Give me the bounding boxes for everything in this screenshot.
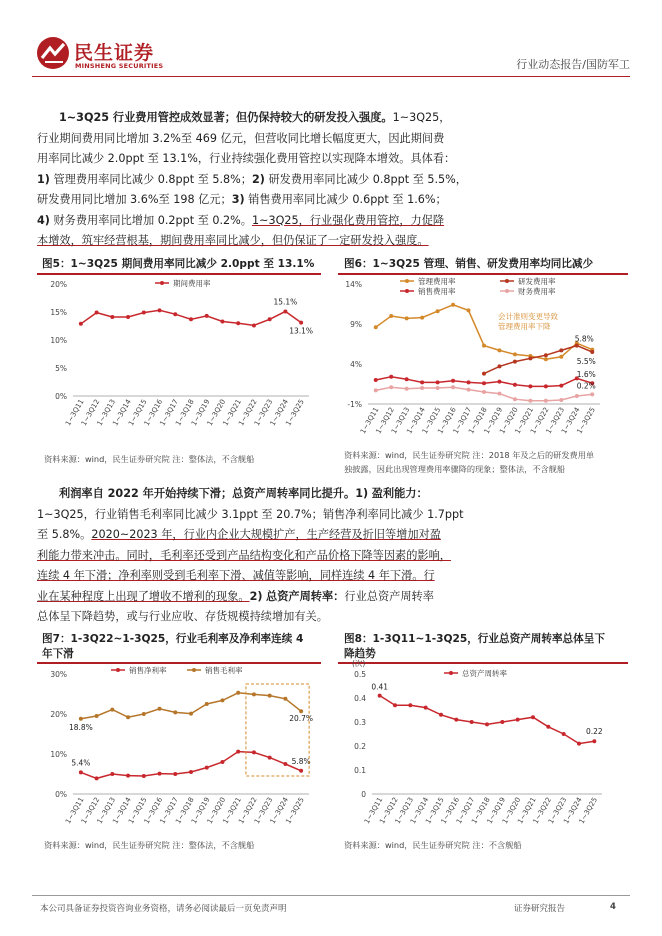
x-tick-label: 1~3Q23 [546, 796, 569, 826]
x-tick-label: 1~3Q11 [358, 406, 381, 436]
legend-marker [192, 668, 196, 672]
x-tick-label: 1~3Q13 [393, 796, 416, 826]
text-run: 研发费用同比增加 3.6%至 198 亿元； [37, 193, 232, 206]
x-tick-label: 1~3Q17 [158, 398, 180, 428]
data-point [424, 706, 428, 710]
y-tick-label: 9% [350, 320, 362, 329]
data-point [577, 742, 581, 746]
data-point [467, 388, 471, 392]
x-tick-label: 1~3Q13 [95, 796, 118, 826]
data-point [95, 311, 99, 315]
text-run: 研发费用率同比减少 0.8ppt 至 5.5%， [264, 172, 467, 186]
fig5-rule [37, 273, 321, 275]
data-label: 5.8% [574, 334, 594, 344]
data-point [482, 381, 486, 385]
data-point [470, 720, 474, 724]
data-point [420, 386, 424, 390]
data-point [531, 715, 535, 719]
legend-label: 销售净利率 [129, 666, 167, 675]
x-tick-label: 1~3Q13 [389, 406, 412, 436]
data-point [79, 717, 83, 721]
text-run: 1~3Q25，行业强化费用管控，力促降 [252, 213, 445, 227]
paragraph-line [37, 566, 627, 587]
data-point [110, 772, 114, 776]
text-run: 总体呈下降趋势，或与行业应收、存货规模持续增加有关。 [37, 610, 328, 623]
data-point [451, 379, 455, 383]
data-label: 0.41 [371, 682, 389, 692]
data-point [389, 314, 393, 318]
x-tick-label: 1~3Q22 [237, 398, 259, 428]
fig8-title-line1: 图8：1-3Q11~1-3Q25，行业总资产周转率总体呈下 [344, 633, 605, 645]
legend-label: 总资产周转率 [462, 669, 507, 678]
data-point [497, 364, 501, 368]
data-point [252, 750, 256, 754]
data-point [546, 725, 550, 729]
data-point [299, 769, 303, 773]
data-point [110, 708, 114, 712]
text-run: 销售费用率同比减少 0.6ppt 至 1.6%； [244, 193, 447, 206]
data-point [405, 387, 409, 391]
fig5-title: 图5：1~3Q25 期间费用率同比减少 2.0ppt 至 13.1% [42, 258, 315, 270]
x-tick-label: 1~3Q20 [498, 406, 520, 436]
data-point [126, 315, 130, 319]
x-tick-label: 1~3Q14 [408, 796, 431, 826]
x-tick-label: 1~3Q16 [439, 796, 462, 826]
x-tick-label: 1~3Q17 [451, 406, 474, 436]
data-point [592, 739, 596, 743]
x-tick-label: 1~3Q25 [284, 796, 306, 826]
footer-report-kind: 证券研究报告 [514, 904, 566, 914]
text-run: 盈利能力： [371, 487, 428, 500]
footer-rule [32, 895, 630, 896]
legend-label: 管理费用率 [418, 277, 456, 286]
data-point [236, 750, 240, 754]
paragraph-line [37, 587, 627, 608]
x-tick-label: 1~3Q18 [174, 796, 196, 826]
legend-marker [505, 279, 509, 283]
header-rule [32, 76, 630, 77]
data-point [205, 766, 209, 770]
x-tick-label: 1~3Q20 [205, 398, 228, 428]
legend-label: 研发费用率 [518, 277, 556, 286]
data-point [205, 702, 209, 706]
data-point [252, 692, 256, 696]
x-tick-label: 1~3Q16 [436, 406, 458, 436]
brand-name-en: MINSHENG SECURITIES [75, 62, 164, 70]
data-point [513, 360, 517, 364]
data-point [454, 718, 458, 722]
paragraph-line [37, 190, 627, 211]
data-point [436, 380, 440, 384]
y-unit-label: (次) [352, 659, 366, 668]
data-point [374, 388, 378, 392]
accounting-annotation: 会计准则变更导致 [498, 312, 558, 321]
data-point [513, 397, 517, 401]
y-tick-label: 0 [361, 790, 366, 799]
y-tick-label: -1% [347, 400, 362, 409]
x-tick-label: 1~3Q19 [189, 398, 212, 428]
text-run: 用率同比减少 2.0ppt 至 13.1%，行业持续强化费用管控以实现降本增效。具体看： [37, 152, 456, 165]
data-point [485, 722, 489, 726]
x-tick-label: 1~3Q11 [64, 796, 86, 826]
data-point [497, 392, 501, 396]
data-point [559, 384, 563, 388]
x-tick-label: 1~3Q11 [64, 398, 86, 428]
legend-item [500, 286, 556, 296]
data-point [158, 772, 162, 776]
legend-marker [405, 289, 409, 293]
data-point [544, 353, 548, 357]
data-point [268, 694, 272, 698]
data-point [497, 348, 501, 352]
text-run: 1~3Q25 行业费用管控成效显著；但仍保持较大的研发投入强度。 [59, 111, 393, 124]
x-tick-label: 1~3Q20 [205, 796, 228, 826]
text-run: 1~3Q25， [392, 111, 451, 124]
fig6-title: 图6：1~3Q25 管理、销售、研发费用率均同比减少 [344, 258, 594, 270]
x-tick-label: 1~3Q18 [174, 398, 196, 428]
x-tick-label: 1~3Q21 [516, 796, 538, 826]
data-point [467, 308, 471, 312]
x-tick-label: 1~3Q15 [424, 796, 446, 826]
fig7-chart [37, 664, 321, 836]
x-tick-label: 1~3Q23 [252, 796, 275, 826]
y-tick-label: 0% [55, 392, 67, 401]
data-point [436, 309, 440, 313]
text-run: 利能力带来冲击。同时，毛利率还受到产品结构变化和产品价格下降等因素的影响， [37, 548, 451, 562]
data-point [513, 383, 517, 387]
x-tick-label: 1~3Q25 [284, 398, 306, 428]
accounting-annotation-cont: 管理费用率下降 [498, 322, 551, 331]
x-tick-label: 1~3Q22 [531, 796, 554, 826]
x-tick-label: 1~3Q14 [111, 398, 133, 428]
data-point [405, 377, 409, 381]
x-tick-label: 1~3Q16 [142, 796, 165, 826]
x-tick-label: 1~3Q16 [142, 398, 165, 428]
data-point [544, 357, 548, 361]
y-tick-label: 0.5 [354, 670, 366, 679]
data-point [467, 380, 471, 384]
paragraph-line [37, 546, 627, 567]
y-tick-label: 15% [50, 308, 67, 317]
data-point [420, 316, 424, 320]
text-run: 总资产周转率： [266, 589, 345, 603]
y-tick-label: 0.1 [354, 766, 366, 775]
text-run: 2020~2023 年，行业内企业大规模扩产，生产经营及折旧等增加对盈 [91, 528, 441, 541]
data-point [451, 385, 455, 389]
data-point [528, 356, 532, 360]
report-type: 行业动态报告/国防军工 [516, 58, 630, 71]
data-label: 18.8% [68, 722, 93, 732]
paragraph-profitability [37, 484, 627, 628]
y-tick-label: 0.4 [354, 694, 366, 703]
x-tick-label: 1~3Q14 [405, 406, 427, 436]
data-point [252, 323, 256, 327]
data-point [528, 399, 532, 403]
data-point [79, 322, 83, 326]
data-point [420, 380, 424, 384]
data-label: 5.5% [576, 357, 596, 366]
y-tick-label: 10% [50, 750, 67, 759]
x-tick-label: 1~3Q18 [470, 796, 492, 826]
x-tick-label: 1~3Q15 [127, 796, 149, 826]
data-point [590, 392, 594, 396]
fig6-source-note-2: 独披露，因此出现管理费用率骤降的现象；整体法，不含舰船 [344, 464, 566, 474]
x-tick-label: 1~3Q17 [454, 796, 477, 826]
data-point [220, 320, 224, 324]
data-point [405, 316, 409, 320]
data-point [220, 760, 224, 764]
data-point [205, 314, 209, 318]
data-point [439, 713, 443, 717]
data-point [173, 710, 177, 714]
y-tick-label: 0.2 [354, 742, 366, 751]
data-point [559, 348, 563, 352]
fig8-source-note: 资料来源：wind，民生证券研究院 注：不含舰船 [344, 840, 522, 850]
y-tick-label: 5% [55, 364, 67, 373]
data-point [220, 698, 224, 702]
text-run: 1) [355, 487, 369, 500]
data-point [126, 715, 130, 719]
data-point [158, 707, 162, 711]
text-run: 利润率自 2022 年开始持续下滑；总资产周转率同比提升。 [59, 487, 356, 500]
x-tick-label: 1~3Q15 [420, 406, 443, 436]
y-tick-label: 20% [50, 280, 67, 289]
legend-marker [160, 281, 164, 285]
data-point [95, 714, 99, 718]
data-point [173, 312, 177, 316]
x-tick-label: 1~3Q23 [544, 406, 567, 436]
legend-item [155, 278, 211, 288]
x-tick-label: 1~3Q20 [500, 796, 523, 826]
y-tick-label: 30% [50, 670, 67, 679]
data-point [516, 718, 520, 722]
data-point [562, 732, 566, 736]
legend-item [444, 668, 507, 678]
x-tick-label: 1~3Q25 [577, 796, 600, 826]
fig6-chart [338, 276, 628, 448]
x-tick-label: 1~3Q24 [268, 398, 291, 428]
text-run: 4) [37, 213, 50, 227]
x-tick-label: 1~3Q21 [221, 398, 243, 428]
x-tick-label: 1~3Q12 [79, 398, 102, 428]
data-point [513, 352, 517, 356]
legend-item [187, 665, 243, 675]
paragraph-line [37, 211, 627, 232]
data-point [451, 303, 455, 307]
text-run: 2) [252, 172, 265, 186]
legend-item [500, 276, 556, 286]
data-point [544, 399, 548, 403]
x-tick-label: 1~3Q22 [237, 796, 259, 826]
fig5-chart [37, 276, 321, 448]
y-tick-label: 0.3 [354, 718, 366, 727]
text-run: 行业期间费用同比增加 3.2%至 469 亿元，但营收同比增长幅度更大，因此期间费 [37, 131, 445, 145]
data-point [559, 398, 563, 402]
y-tick-label: 0% [55, 790, 67, 799]
data-point [268, 317, 272, 321]
data-point [95, 776, 99, 780]
data-point [389, 375, 393, 379]
paragraph-line [37, 170, 627, 191]
x-tick-label: 1~3Q21 [221, 796, 243, 826]
legend-item [400, 276, 456, 286]
x-tick-label: 1~3Q24 [562, 796, 584, 826]
data-label: 0.22 [585, 727, 603, 737]
y-tick-label: 10% [50, 336, 67, 345]
data-point [142, 774, 146, 778]
data-point [189, 712, 193, 716]
data-point [283, 309, 287, 313]
paragraph-line [37, 149, 627, 170]
data-point [482, 390, 486, 394]
legend-label: 销售毛利率 [205, 666, 243, 675]
x-tick-label: 1~3Q22 [529, 406, 551, 436]
text-run: 1~3Q25，行业销售毛利率同比减少 3.1ppt 至 20.7%；销售净利率同比减少 1.7ppt [37, 507, 464, 521]
data-point [374, 378, 378, 382]
paragraph-line [37, 129, 627, 150]
fig6-rule [338, 273, 628, 275]
legend-marker [449, 671, 453, 675]
data-point [500, 720, 504, 724]
x-tick-label: 1~3Q23 [252, 398, 275, 428]
data-point [142, 311, 146, 315]
x-tick-label: 1~3Q12 [79, 796, 102, 826]
data-point [268, 756, 272, 760]
data-point [79, 770, 83, 774]
text-run: 财务费用率同比增加 0.2ppt 至 0.2%。 [49, 213, 252, 227]
data-label: 13.1% [289, 326, 314, 336]
x-tick-label: 1~3Q15 [127, 398, 149, 428]
data-label: 20.7% [289, 714, 314, 724]
data-point [283, 762, 287, 766]
data-point [408, 703, 412, 707]
x-tick-label: 1~3Q13 [95, 398, 118, 428]
data-point [299, 709, 303, 713]
data-point [528, 384, 532, 388]
data-point [110, 315, 114, 319]
text-run: 2) [249, 589, 263, 603]
data-point [189, 317, 193, 321]
x-tick-label: 1~3Q21 [513, 406, 536, 436]
data-point [142, 712, 146, 716]
y-tick-label: 20% [50, 710, 67, 719]
text-run: 至 5.8%。 [37, 528, 92, 541]
text-run: 管理费用率同比减少 0.8ppt 至 5.8%； [49, 172, 252, 186]
fig6-source-note-1: 资料来源：wind，民生证券研究院 注：2018 年及之后的研发费用单 [344, 450, 595, 460]
data-point [378, 694, 382, 698]
legend-label: 期间费用率 [173, 279, 211, 288]
data-point [189, 770, 193, 774]
paragraph-expense-control [37, 108, 627, 252]
fig7-title-line2: 年下滑 [42, 648, 74, 660]
text-run: 本增效，筑牢经营根基，期间费用率同比减少，但仍保证了一定研发投入强度。 [37, 234, 429, 247]
footer-disclaimer: 本公司具备证券投资咨询业务资格，请务必阅读最后一页免责声明 [40, 904, 287, 914]
x-tick-label: 1~3Q24 [560, 406, 582, 436]
data-point [575, 344, 579, 348]
data-label: 1.6% [576, 370, 596, 380]
data-point [283, 697, 287, 701]
text-run: 1) [37, 172, 50, 186]
fig5-source-note: 资料来源：wind，民生证券研究院 注：整体法，不含舰船 [44, 454, 255, 464]
x-tick-label: 1~3Q12 [374, 406, 396, 436]
data-point [389, 385, 393, 389]
brand-name-cn: 民生证券 [74, 42, 155, 64]
legend-item [400, 286, 456, 296]
text-run: 3) [231, 193, 245, 206]
series-line-0 [380, 696, 595, 744]
x-tick-label: 1~3Q19 [189, 796, 212, 826]
x-tick-label: 1~3Q12 [378, 796, 400, 826]
data-point [158, 308, 162, 312]
data-point [236, 321, 240, 325]
x-tick-label: 1~3Q17 [158, 796, 180, 826]
data-point [393, 703, 397, 707]
legend-item [111, 665, 167, 675]
data-point [590, 350, 594, 354]
data-point [436, 386, 440, 390]
minsheng-logo-icon [36, 36, 70, 70]
paragraph-line [37, 231, 627, 252]
text-run: 业在某种程度上出现了增收不增利的现象。 [37, 589, 250, 603]
y-tick-label: 4% [350, 360, 362, 369]
fig7-source-note: 资料来源：wind，民生证券研究院 注：整体法，不含舰船 [44, 840, 255, 850]
data-label: 15.1% [273, 297, 298, 307]
data-label: 5.4% [71, 758, 91, 768]
fig7-title-line1: 图7：1-3Q22~1-3Q25，行业毛利率及净利率连续 4 [42, 633, 304, 645]
legend-label: 财务费用率 [518, 287, 556, 296]
data-point [374, 325, 378, 329]
paragraph-line [37, 484, 627, 505]
data-point [126, 774, 130, 778]
data-point [559, 355, 563, 359]
x-tick-label: 1~3Q18 [467, 406, 489, 436]
data-point [497, 380, 501, 384]
x-tick-label: 1~3Q14 [111, 796, 133, 826]
legend-marker [405, 279, 409, 283]
data-point [236, 691, 240, 695]
legend-marker [116, 668, 120, 672]
x-tick-label: 1~3Q19 [485, 796, 508, 826]
data-point [482, 372, 486, 376]
data-point [173, 772, 177, 776]
paragraph-line [37, 505, 627, 526]
y-tick-label: 14% [345, 280, 362, 289]
paragraph-line [37, 607, 627, 628]
page-number: 4 [610, 902, 616, 912]
data-label: 0.2% [576, 381, 596, 391]
text-run: 连续 4 年下滑；净利率则受到毛利率下滑、减值等影响，同样连续 4 年下滑。行 [37, 569, 435, 582]
data-point [544, 384, 548, 388]
legend-label: 销售费用率 [418, 287, 456, 296]
data-point [575, 394, 579, 398]
x-tick-label: 1~3Q19 [482, 406, 505, 436]
x-tick-label: 1~3Q24 [268, 796, 291, 826]
x-tick-label: 1~3Q25 [575, 406, 597, 436]
paragraph-line [37, 525, 627, 546]
data-label: 5.8% [291, 756, 311, 766]
fig8-title-line2: 降趋势 [344, 648, 376, 660]
x-tick-label: 1~3Q11 [362, 796, 385, 826]
data-point [482, 344, 486, 348]
paragraph-line [37, 108, 627, 129]
fig8-chart [338, 659, 628, 836]
legend-marker [505, 289, 509, 293]
text-run: 行业总资产周转率 [344, 589, 434, 603]
data-point [299, 321, 303, 325]
